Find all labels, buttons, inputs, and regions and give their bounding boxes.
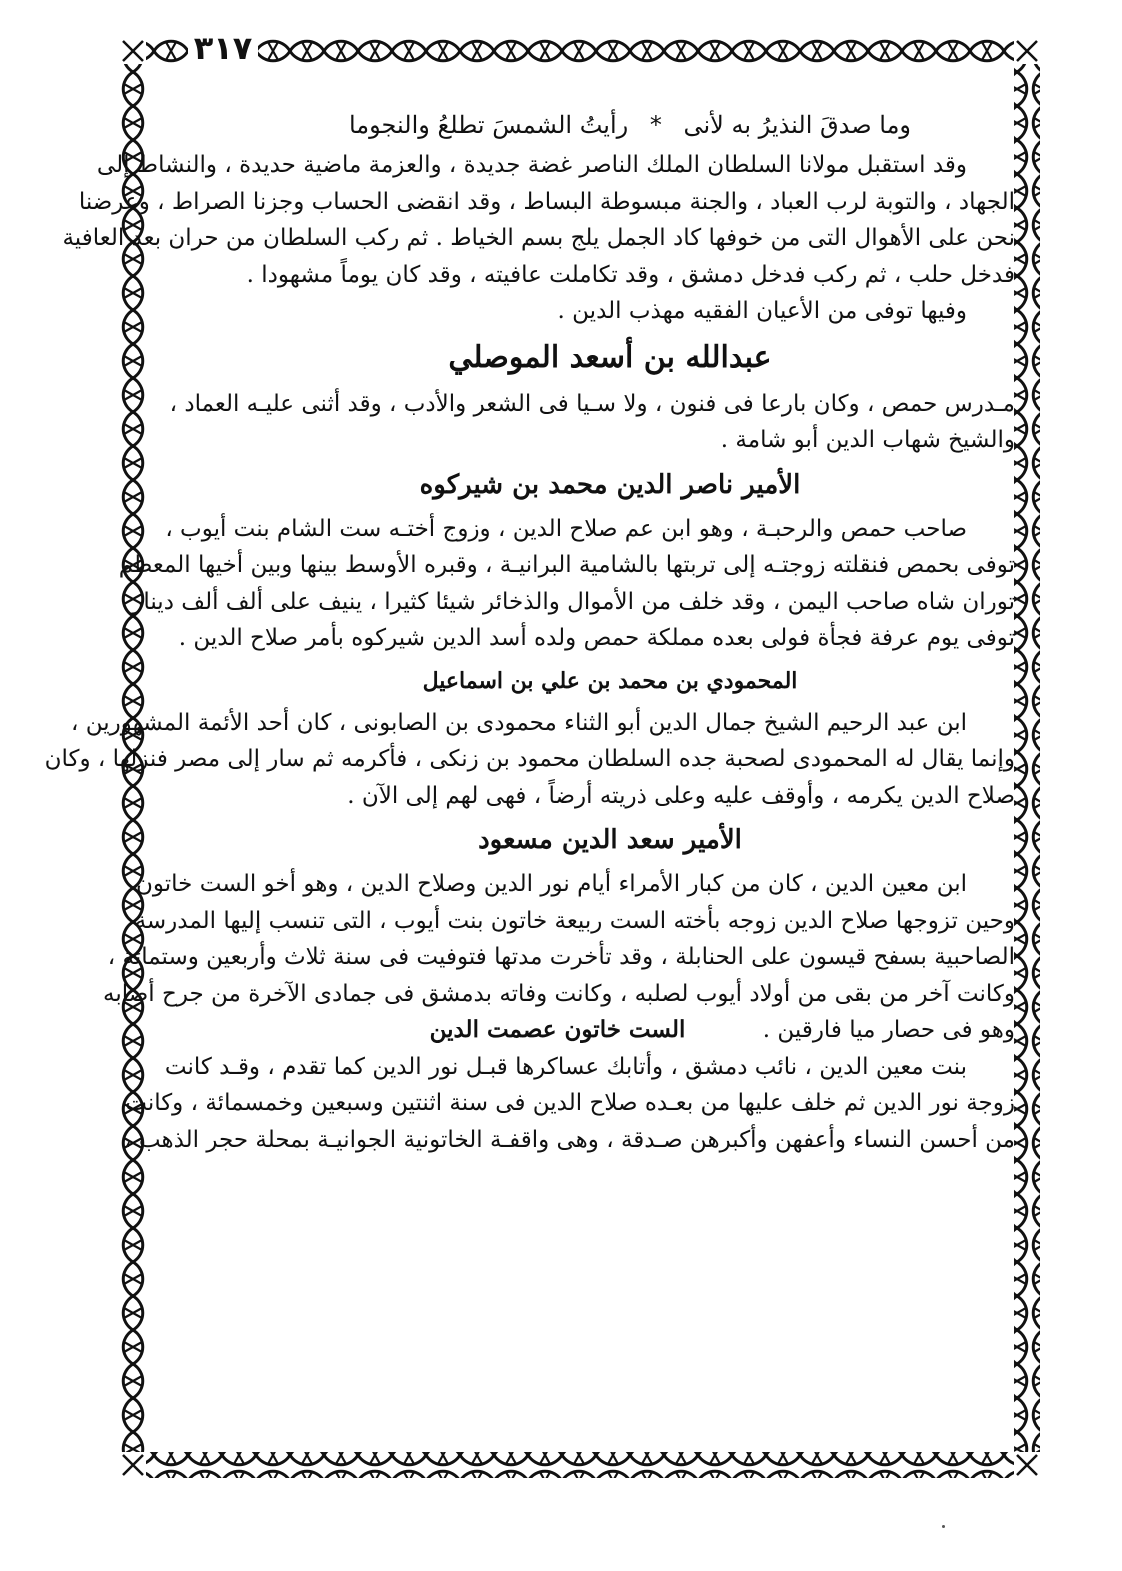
text-line: فدخل حلب ، ثم ركب فدخل دمشق ، وقد تكاملت عافيته ، وقد كان يوماً مشهودا . xyxy=(246,261,1015,288)
verse-line xyxy=(205,103,1015,147)
text-line: بنت معين الدين ، نائب دمشق ، وأتابك عساكرها قبـل نور الدين كما تقدم ، وقـد كانت xyxy=(164,1053,967,1080)
verse-left-hemistich: رأيتُ الشمسَ تطلعُ والنجوما xyxy=(348,111,629,139)
text-line: ابن معين الدين ، كان من كبار الأمراء أيام نور الدين وصلاح الدين ، وهو أخو الست خاتون xyxy=(136,871,967,897)
stray-mark xyxy=(942,1525,945,1528)
biography-entry xyxy=(118,463,1015,657)
page-body xyxy=(44,103,1015,1158)
text-line: توفى يوم عرفة فجأة فولى بعده مملكة حمص ولده أسد الدين شيركوه بأمر صلاح الدين . xyxy=(178,625,1015,651)
text-line: توفى بحمص فنقلته زوجتـه إلى تربتها بالشامية البرانيـة ، وقبره الأوسط بينها وبين أخيها المعظم xyxy=(118,552,1015,578)
text-line: وقد استقبل مولانا السلطان الملك الناصر غضة جديدة ، والعزمة ماضية حديدة ، والنشاط إلى xyxy=(96,152,967,178)
entry-heading: الست خاتون عصمت الدين xyxy=(429,1016,686,1043)
text-line: وإنما يقال له المحمودى لصحبة جده السلطان محمود بن زنكى ، فأكرمه ثم سار إلى مصر فنزلها ، وكان xyxy=(44,746,1015,772)
verse-right-hemistich: وما صدقَ النذيرُ به لأنى xyxy=(683,111,912,139)
text-line xyxy=(205,1012,1015,1049)
entry-heading: الأمير سعد الدين مسعود xyxy=(478,825,742,855)
entry-heading: المحمودي بن محمد بن علي بن اسماعيل xyxy=(422,667,798,694)
text-line: نحن على الأهوال التى من خوفها كاد الجمل يلج بسم الخياط . ثم ركب السلطان من حران بعد العافية xyxy=(62,225,1015,251)
biography-entry xyxy=(103,818,1015,1049)
text-line: صلاح الدين يكرمه ، وأوقف عليه وعلى ذريته أرضاً ، فهى لهم إلى الآن . xyxy=(347,782,1015,809)
text-line: زوجة نور الدين ثم خلف عليها من بعـده صلاح الدين فى سنة اثنتين وسبعين وخمسمائة ، وكانت xyxy=(125,1090,1015,1116)
text-line: والشيخ شهاب الدين أبو شامة . xyxy=(720,427,1015,453)
biography-entry xyxy=(124,1049,1015,1159)
text-line: الجهاد ، والتوبة لرب العباد ، والجنة مبسوطة البساط ، وقد انقضى الحساب وجزنا الصراط ، وعرضنا xyxy=(78,188,1015,215)
biography-entry xyxy=(169,334,1015,459)
section-narrative xyxy=(62,147,1015,330)
entry-heading: الأمير ناصر الدين محمد بن شيركوه xyxy=(419,469,801,500)
text-line: صاحب حمص والرحبـة ، وهو ابن عم صلاح الدين ، وزوج أختـه ست الشام بنت أيوب ، xyxy=(165,515,967,542)
page-number: ٣١٧ xyxy=(188,24,258,72)
biography-entry xyxy=(44,661,1015,815)
text-line: مـدرس حمص ، وكان بارعا فى فنون ، ولا سـيا فى الشعر والأدب ، وقد أثنى عليـه العماد ، xyxy=(169,390,1015,417)
verse-separator: * xyxy=(649,111,662,139)
entry-heading: عبدالله بن أسعد الموصلي xyxy=(448,339,772,375)
text-line: توران شاه صاحب اليمن ، وقد خلف من الأموال والذخائر شيئا كثيرا ، ينيف على ألف ألف دينار xyxy=(132,588,1015,615)
text-line: وكانت آخر من بقى من أولاد أيوب لصلبه ، وكانت وفاته بدمشق فى جمادى الآخرة من جرح أصابه xyxy=(103,980,1015,1007)
text-line-segment: وهو فى حصار ميا فارقين . xyxy=(762,1017,1015,1043)
text-line: من أحسن النساء وأعفهن وأكبرهن صـدقة ، وهى واقفـة الخاتونية الجوانيـة بمحلة حجر الذهب ، xyxy=(124,1126,1015,1153)
text-line: وحين تزوجها صلاح الدين زوجه بأخته الست ربيعة خاتون بنت أيوب ، التى تنسب إليها المدرسة xyxy=(134,907,1015,934)
text-line: ابن عبد الرحيم الشيخ جمال الدين أبو الثناء محمودى بن الصابونى ، كان أحد الأئمة المشهورين ، xyxy=(71,709,967,736)
text-line: الصاحبية بسفح قيسون على الحنابلة ، وقد تأخرت مدتها فتوفيت فى سنة ثلاث وأربعين وستمائة ، xyxy=(107,944,1015,970)
text-line: وفيها توفى من الأعيان الفقيه مهذب الدين . xyxy=(557,298,967,324)
